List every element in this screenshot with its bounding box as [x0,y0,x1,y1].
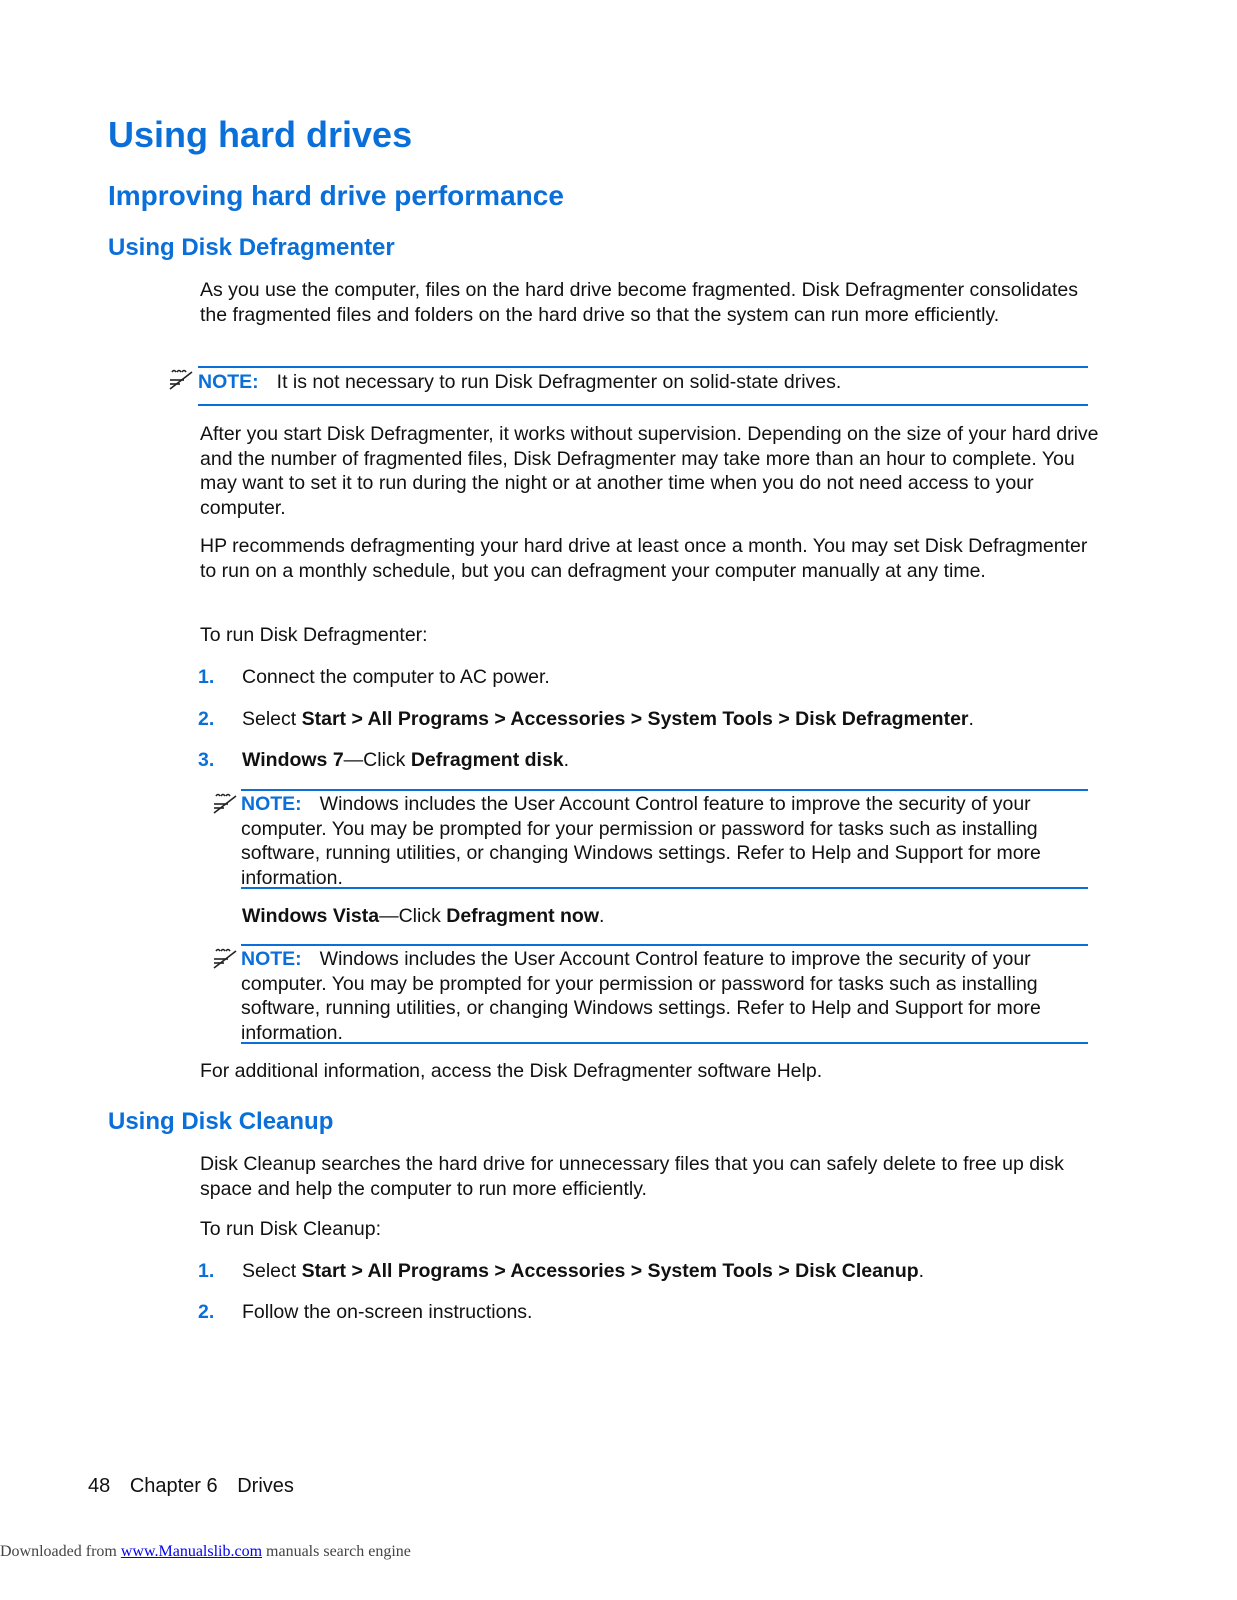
note-icon [168,368,196,392]
step-text: Select Start > All Programs > Accessories > System Tools > Disk Defragmenter. [242,708,974,730]
ui-command: Defragment now [446,905,600,927]
menu-path: Start > All Programs > Accessories > System Tools > Disk Cleanup [301,1260,919,1282]
step-text: Connect the computer to AC power. [242,666,550,688]
note-label: NOTE: [241,948,302,970]
note-label: NOTE: [198,371,259,393]
note-icon [212,792,240,816]
cleanup-heading: Using Disk Cleanup [108,1108,334,1135]
note-user-account-control [241,944,1088,1044]
defrag-additional-info: For additional information, access the Disk Defragmenter software Help. [200,1060,823,1082]
note-text: Windows includes the User Account Control feature to improve the security of your computer. You may be prompted for your permission or password for tasks such as installing software, running utilities, or changing Windows settings. Refer to Help and Support for more information. [241,793,1041,889]
page-footer [88,1475,308,1498]
manualslib-link[interactable]: www.Manualslib.com [120,1543,263,1560]
cleanup-to-run: To run Disk Cleanup: [200,1218,382,1240]
defrag-heading: Using Disk Defragmenter [108,234,395,261]
ui-command: Defragment disk [410,749,564,771]
defrag-intro: As you use the computer, files on the hard drive become fragmented. Disk Defragmenter consolidates the fragmented files and folders on the hard drive so that the system can run more efficiently. [200,279,1078,326]
step-text: Select Start > All Programs > Accessories > System Tools > Disk Cleanup. [242,1260,925,1282]
note-label: NOTE: [241,793,302,815]
list-item [198,1259,1088,1285]
note-solid-state [198,366,1088,406]
cleanup-intro: Disk Cleanup searches the hard drive for unnecessary files that you can safely delete to free up disk space and help the computer to run more efficiently. [200,1153,1064,1200]
defrag-paragraph-recommendation: HP recommends defragmenting your hard drive at least once a month. You may set Disk Defragmenter to run on a monthly schedule, but you can defragment your computer manually at any time. [200,535,1088,582]
list-item [198,1300,1088,1326]
defrag-paragraph-supervision: After you start Disk Defragmenter, it works without supervision. Depending on the size of your hard drive and the number of fragmented files, Disk Defragmenter may take more than an hour to complete. You may want to set it to run during the night or at another time when you do not need access to your computer. [200,423,1099,519]
section-title: Improving hard drive performance [108,180,564,211]
note-user-account-control [241,789,1088,889]
step-text: Windows 7—Click Defragment disk. [242,749,570,771]
page-title: Using hard drives [108,114,413,155]
chapter-name: Drives [237,1475,294,1497]
list-item [198,665,1088,691]
page-number: 48 [88,1475,111,1497]
chapter-label: Chapter 6 [129,1475,218,1497]
list-item [198,748,1088,774]
note-text: Windows includes the User Account Control feature to improve the security of your computer. You may be prompted for your permission or password for tasks such as installing software, running utilities, or changing Windows settings. Refer to Help and Support for more information. [241,948,1041,1044]
step-number: 3. [198,749,215,771]
note-text: It is not necessary to run Disk Defragmenter on solid-state drives. [276,371,842,393]
note-icon [212,947,240,971]
step-number: 1. [198,1260,215,1282]
list-item [198,707,1088,733]
step-number: 2. [198,708,215,730]
vista-instruction: Windows Vista—Click Defragment now. [242,905,605,927]
step-text: Follow the on-screen instructions. [242,1301,533,1323]
download-banner: Downloaded from www.Manualslib.com manuals search engine [0,1543,411,1560]
defrag-to-run: To run Disk Defragmenter: [200,624,428,646]
menu-path: Start > All Programs > Accessories > System Tools > Disk Defragmenter [301,708,969,730]
step-number: 2. [198,1301,215,1323]
step-number: 1. [198,666,215,688]
